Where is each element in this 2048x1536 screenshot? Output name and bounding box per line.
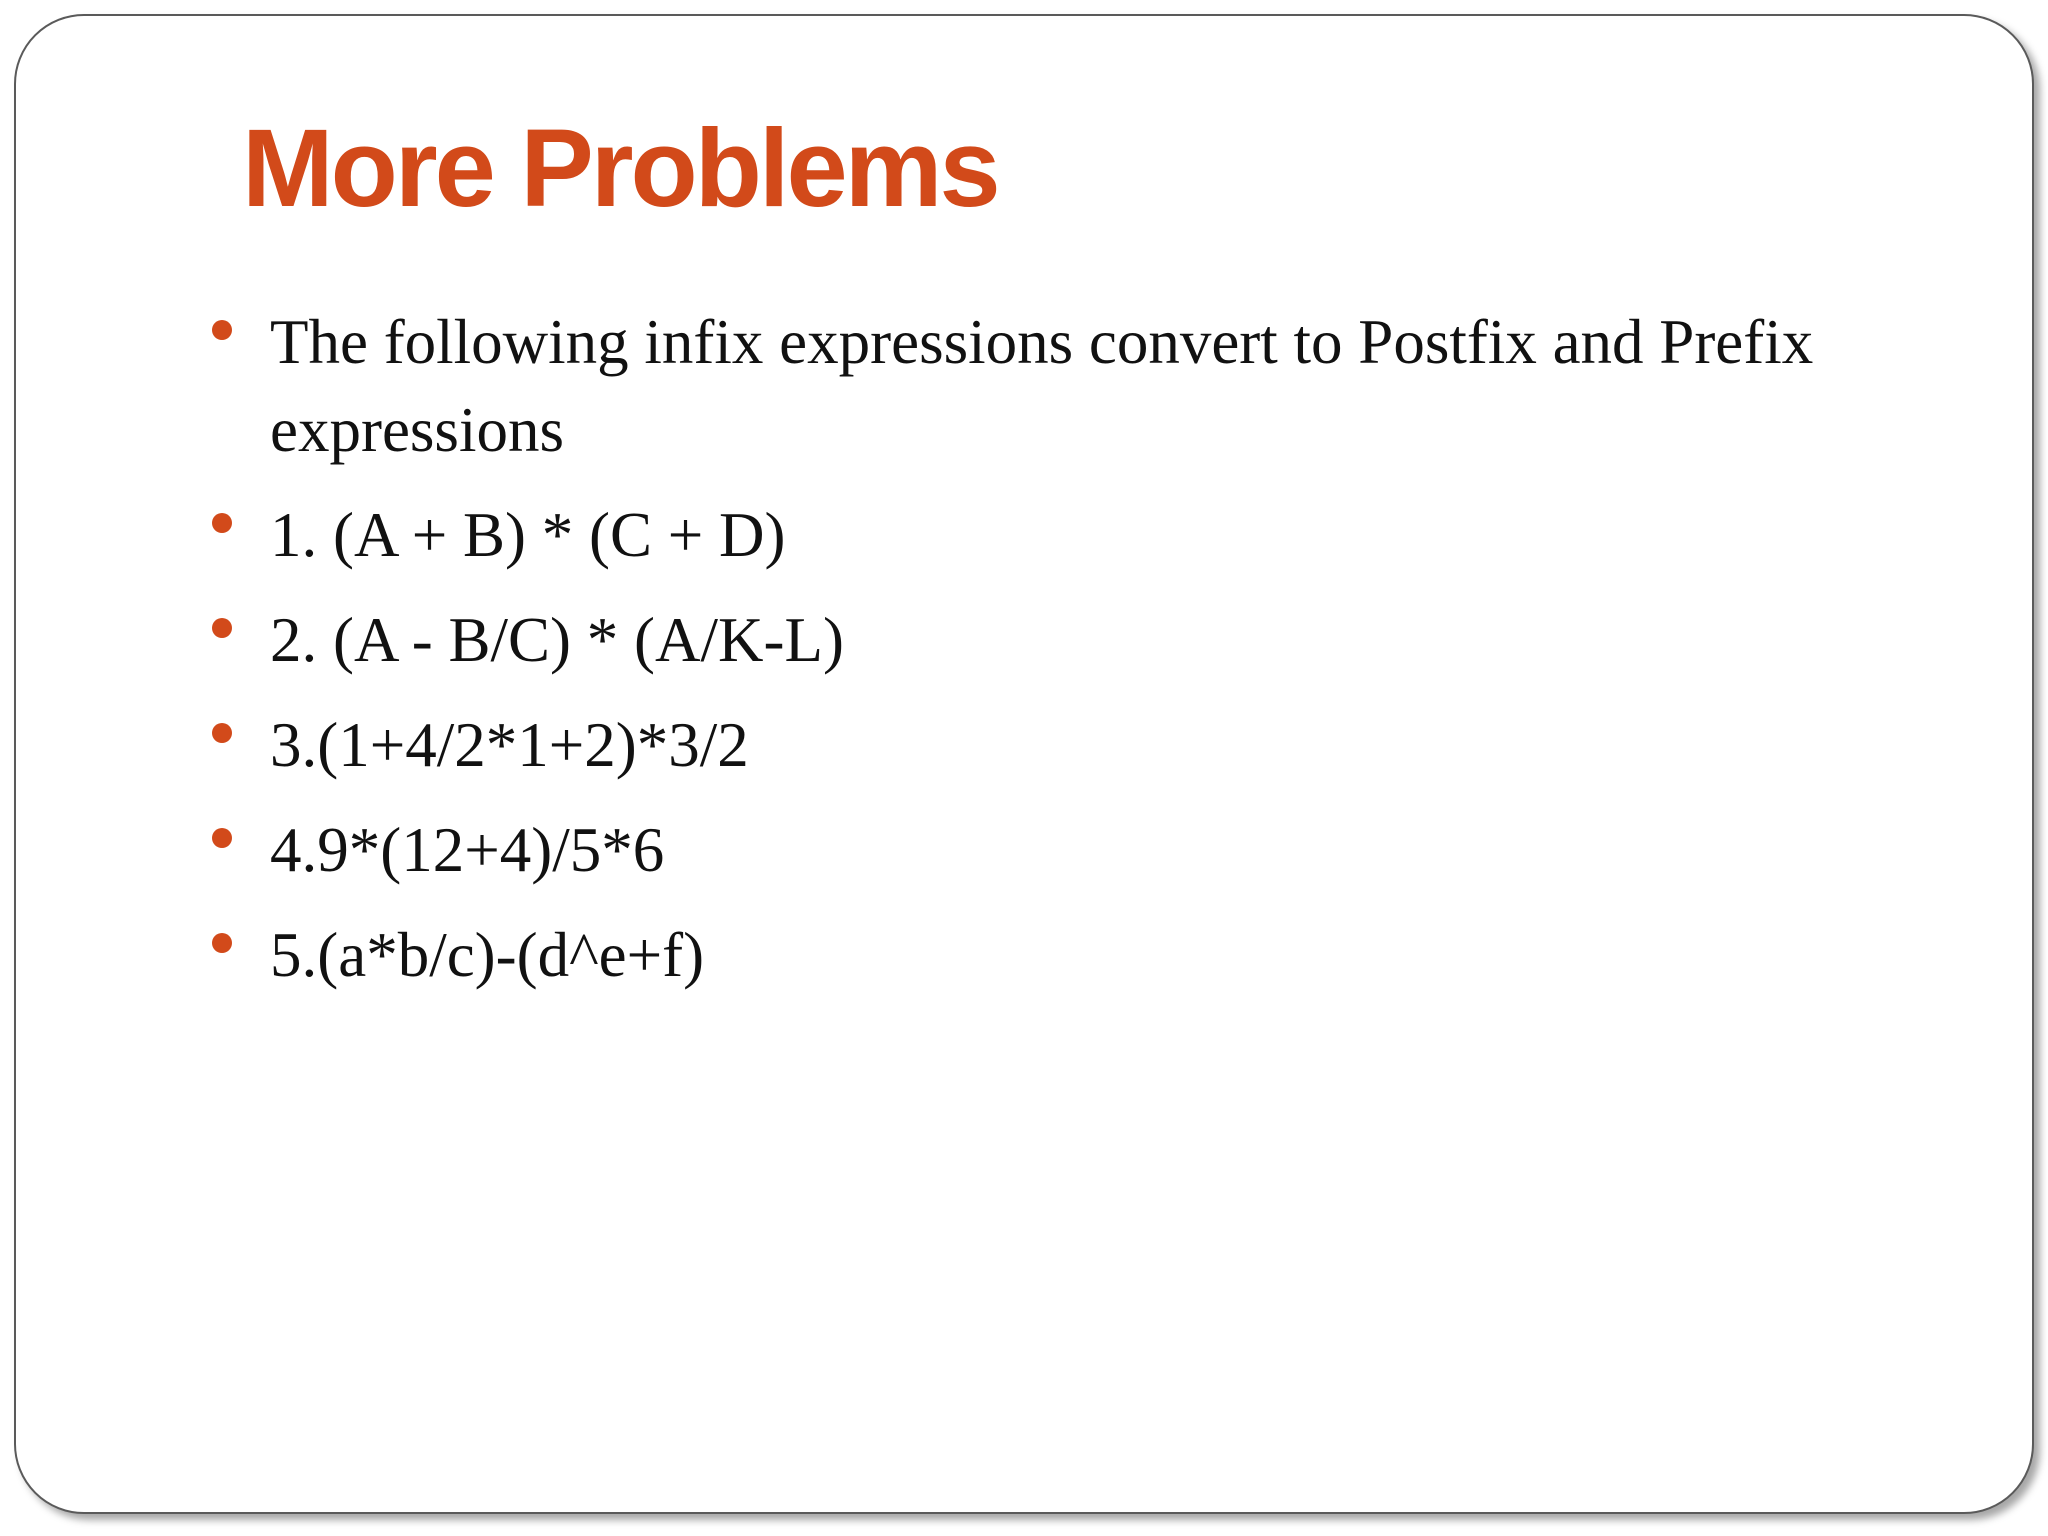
bullet-icon bbox=[212, 723, 232, 743]
bullet-text: 3.(1+4/2*1+2)*3/2 bbox=[270, 710, 749, 780]
list-item bbox=[212, 701, 1912, 789]
bullet-icon bbox=[212, 828, 232, 848]
bullet-text: 1. (A + B) * (C + D) bbox=[270, 500, 786, 570]
list-item bbox=[212, 491, 1912, 579]
bullet-icon bbox=[212, 320, 232, 340]
bullet-text: 4.9*(12+4)/5*6 bbox=[270, 815, 665, 885]
list-item bbox=[212, 596, 1912, 684]
bullet-text: 2. (A - B/C) * (A/K-L) bbox=[270, 605, 844, 675]
slide bbox=[14, 14, 2034, 1514]
bullet-list bbox=[212, 298, 1912, 1016]
bullet-icon bbox=[212, 933, 232, 953]
bullet-icon bbox=[212, 618, 232, 638]
slide-title: More Problems bbox=[242, 107, 998, 230]
list-item bbox=[212, 911, 1912, 999]
bullet-text: The following infix expressions convert to Postfix and Prefix expressions bbox=[270, 307, 1814, 465]
list-item bbox=[212, 806, 1912, 894]
bullet-text: 5.(a*b/c)-(d^e+f) bbox=[270, 920, 705, 990]
list-item bbox=[212, 298, 1912, 474]
bullet-icon bbox=[212, 513, 232, 533]
